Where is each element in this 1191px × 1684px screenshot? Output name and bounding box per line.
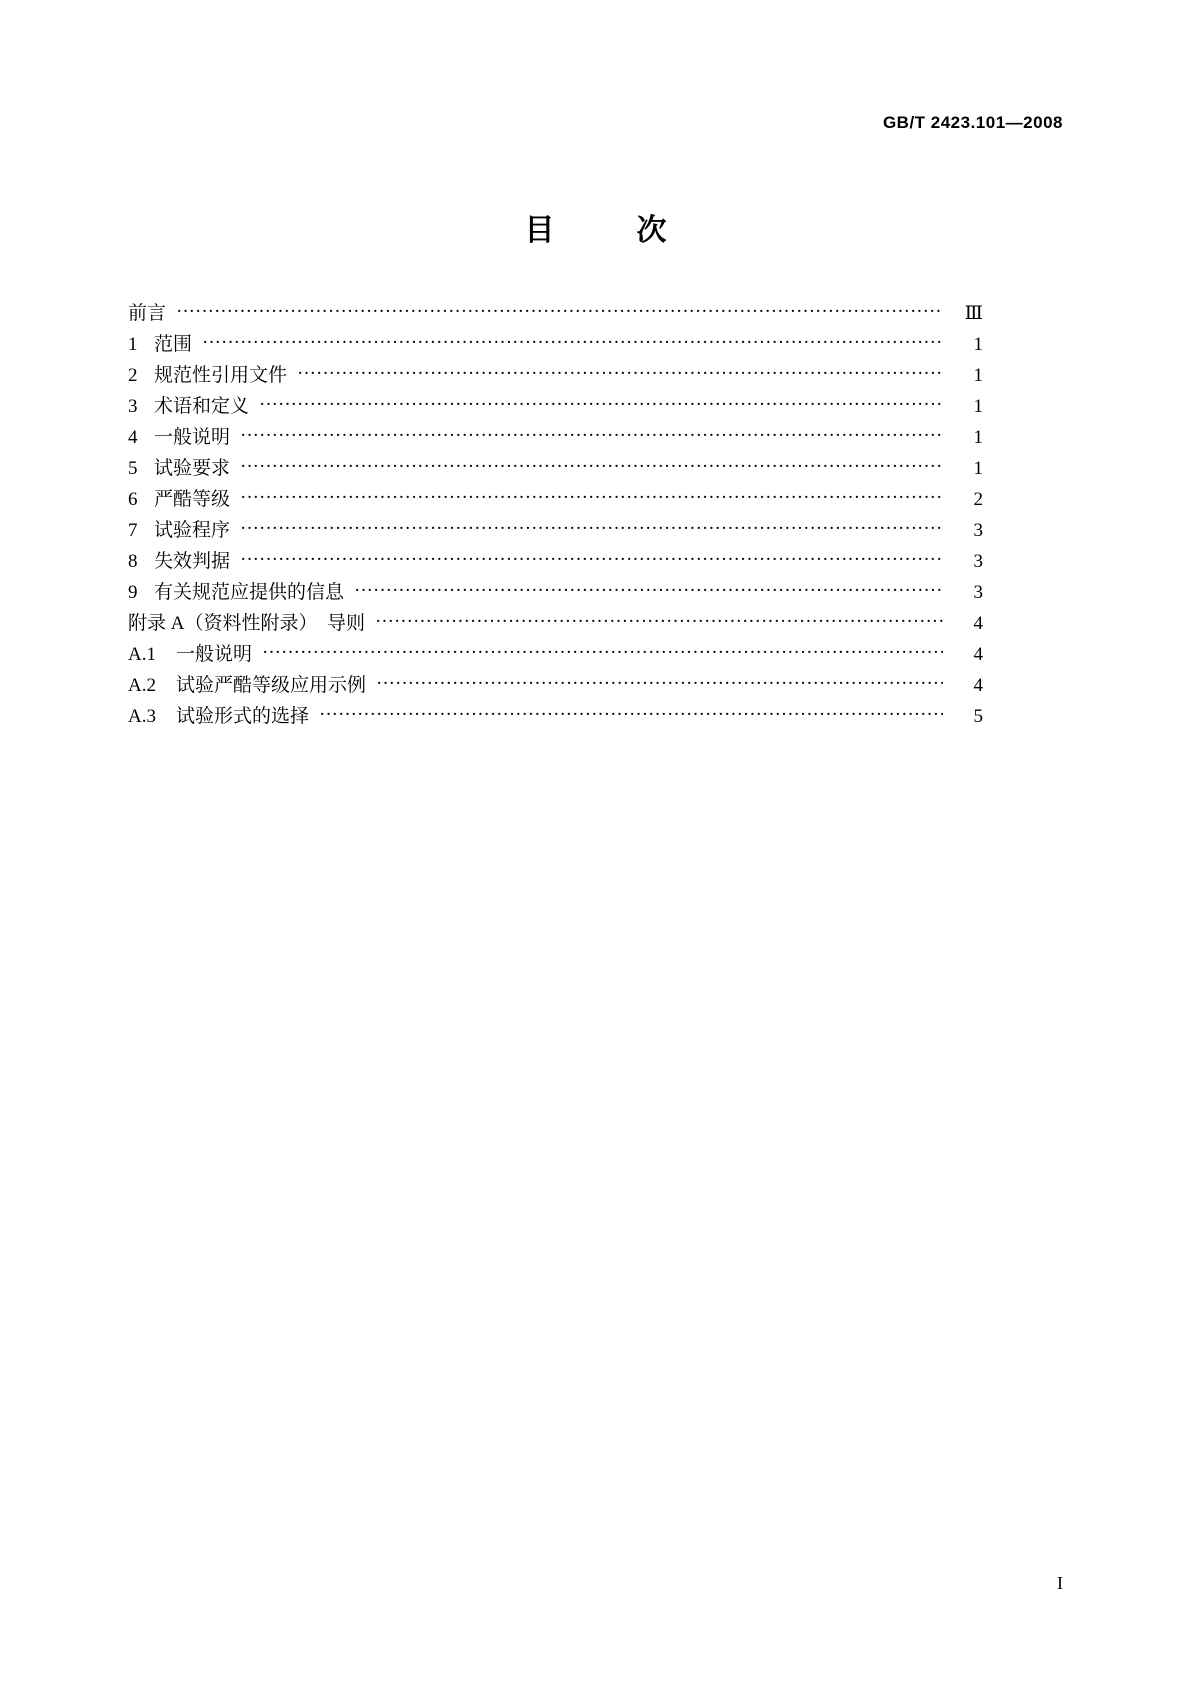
toc-leader-dots xyxy=(354,579,943,598)
standard-code-header: GB/T 2423.101—2008 xyxy=(882,113,1063,132)
toc-entry-label: 失效判据 xyxy=(154,551,231,572)
table-of-contents xyxy=(128,298,983,732)
toc-entry-number: 2 xyxy=(128,365,138,386)
toc-leader-dots xyxy=(176,300,943,319)
toc-entry-number: A.1 xyxy=(128,644,156,665)
toc-entry-page: 1 xyxy=(973,365,983,386)
toc-entry-page: 2 xyxy=(973,489,983,510)
toc-entry-label: 试验要求 xyxy=(154,458,231,479)
toc-entry-number: 6 xyxy=(128,489,138,510)
toc-entry-number: A.3 xyxy=(128,706,156,727)
toc-entry[interactable] xyxy=(128,639,983,670)
page-footer-number: I xyxy=(1057,1573,1063,1593)
toc-leader-dots xyxy=(240,548,943,567)
toc-leader-dots xyxy=(259,393,943,412)
toc-entry-label: 试验程序 xyxy=(154,520,231,541)
toc-entry-number: 4 xyxy=(128,427,138,448)
toc-entry-label: 一般说明 xyxy=(176,644,253,665)
toc-leader-dots xyxy=(297,362,943,381)
toc-entry-page: 4 xyxy=(973,675,983,696)
toc-entry[interactable] xyxy=(128,701,983,732)
toc-entry-page: 3 xyxy=(973,551,983,572)
toc-entry[interactable] xyxy=(128,391,983,422)
toc-entry[interactable] xyxy=(128,453,983,484)
page-title: 目 次 xyxy=(524,213,693,248)
toc-entry[interactable] xyxy=(128,670,983,701)
toc-entry-page: 4 xyxy=(973,613,983,634)
toc-entry-label: 有关规范应提供的信息 xyxy=(154,582,345,603)
toc-entry-page: 1 xyxy=(973,427,983,448)
toc-leader-dots xyxy=(240,517,943,536)
toc-entry-page: 3 xyxy=(973,520,983,541)
toc-entry[interactable] xyxy=(128,577,983,608)
toc-entry[interactable] xyxy=(128,422,983,453)
toc-entry-page: 3 xyxy=(973,582,983,603)
toc-leader-dots xyxy=(240,424,943,443)
toc-entry-page: Ⅲ xyxy=(964,303,983,324)
toc-entry-page: 4 xyxy=(973,644,983,665)
toc-entry[interactable] xyxy=(128,484,983,515)
toc-entry-number: 9 xyxy=(128,582,138,603)
toc-entry-page: 1 xyxy=(973,458,983,479)
toc-leader-dots xyxy=(240,486,943,505)
toc-entry[interactable] xyxy=(128,329,983,360)
toc-leader-dots xyxy=(375,610,943,629)
toc-entry-label: 附录 A（资料性附录） 导则 xyxy=(128,613,365,634)
toc-entry-label: 规范性引用文件 xyxy=(154,365,288,386)
toc-entry-label: 范围 xyxy=(154,334,193,355)
toc-leader-dots xyxy=(262,641,943,660)
toc-entry-page: 1 xyxy=(973,334,983,355)
toc-entry-label: 试验形式的选择 xyxy=(176,706,310,727)
toc-entry[interactable] xyxy=(128,546,983,577)
toc-leader-dots xyxy=(319,703,943,722)
toc-leader-dots xyxy=(202,331,943,350)
toc-entry-page: 5 xyxy=(973,706,983,727)
toc-entry-page: 1 xyxy=(973,396,983,417)
toc-entry-label: 前言 xyxy=(128,303,167,324)
toc-entry[interactable] xyxy=(128,608,983,639)
toc-entry-number: 3 xyxy=(128,396,138,417)
toc-entry-number: 5 xyxy=(128,458,138,479)
toc-entry[interactable] xyxy=(128,298,983,329)
toc-entry-label: 术语和定义 xyxy=(154,396,250,417)
toc-entry-number: 8 xyxy=(128,551,138,572)
toc-entry-number: 7 xyxy=(128,520,138,541)
toc-entry[interactable] xyxy=(128,515,983,546)
toc-entry[interactable] xyxy=(128,360,983,391)
toc-entry-number: A.2 xyxy=(128,675,156,696)
toc-entry-label: 一般说明 xyxy=(154,427,231,448)
toc-entry-label: 严酷等级 xyxy=(154,489,231,510)
toc-leader-dots xyxy=(376,672,943,691)
toc-entry-label: 试验严酷等级应用示例 xyxy=(176,675,367,696)
toc-entry-number: 1 xyxy=(128,334,138,355)
toc-leader-dots xyxy=(240,455,943,474)
